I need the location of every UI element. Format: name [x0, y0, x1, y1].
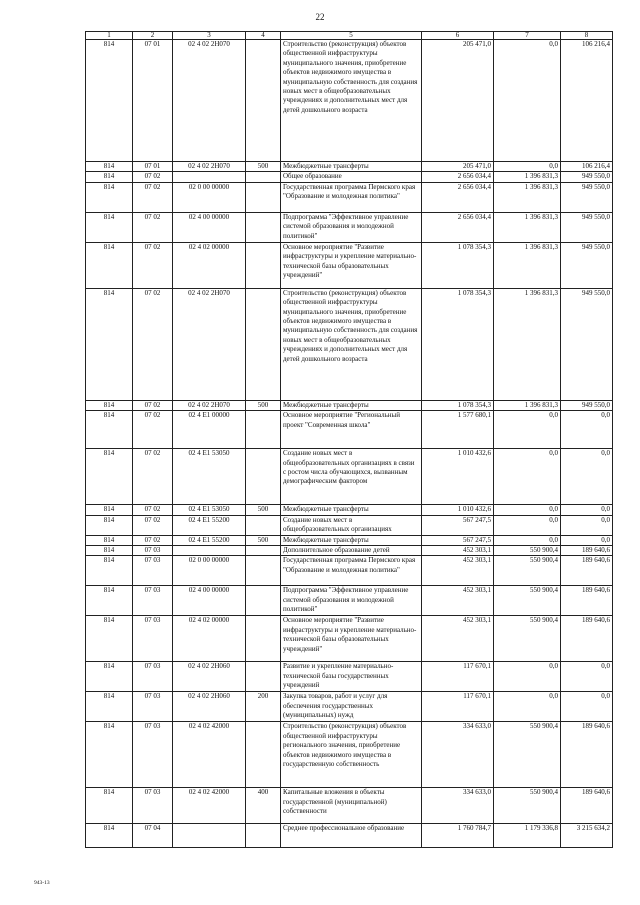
- cell-code: 814: [86, 546, 133, 556]
- cell-amount-3: 949 550,0: [561, 212, 613, 242]
- cell-amount-2: 1 396 831,3: [494, 212, 561, 242]
- cell-amount-1: 567 247,5: [422, 515, 494, 535]
- cell-section: 07 02: [133, 535, 173, 545]
- column-header: 8: [561, 32, 613, 40]
- cell-code: 814: [86, 162, 133, 172]
- cell-expense-type: [246, 722, 281, 788]
- cell-section: 07 03: [133, 546, 173, 556]
- cell-amount-1: 2 656 034,4: [422, 172, 494, 182]
- cell-section: 07 02: [133, 182, 173, 212]
- cell-amount-1: 567 247,5: [422, 535, 494, 545]
- cell-section: 07 02: [133, 288, 173, 400]
- cell-expense-type: [246, 556, 281, 586]
- cell-code: 814: [86, 692, 133, 722]
- cell-expense-type: 500: [246, 400, 281, 410]
- cell-expense-type: [246, 40, 281, 162]
- cell-description: Создание новых мест в общеобразовательных организациях: [281, 515, 422, 535]
- cell-amount-2: 1 396 831,3: [494, 400, 561, 410]
- cell-target-article: 02 0 00 00000: [173, 182, 246, 212]
- cell-description: Строительство (реконструкция) объектов общественной инфраструктуры регионального значения, приобретение объектов недвижимого имущества в государственную собственность: [281, 722, 422, 788]
- cell-code: 814: [86, 242, 133, 288]
- table-row: [86, 556, 613, 586]
- cell-amount-1: 1 078 354,3: [422, 288, 494, 400]
- cell-description: Основное мероприятие "Развитие инфраструктуры и укрепление материально-технической базы образовательных учреждений": [281, 242, 422, 288]
- cell-amount-3: 189 640,6: [561, 788, 613, 824]
- cell-section: 07 02: [133, 411, 173, 449]
- cell-expense-type: [246, 586, 281, 616]
- cell-amount-3: 189 640,6: [561, 546, 613, 556]
- cell-amount-3: 0,0: [561, 449, 613, 505]
- cell-section: 07 02: [133, 449, 173, 505]
- cell-amount-3: 189 640,6: [561, 616, 613, 662]
- cell-amount-1: 1 078 354,3: [422, 400, 494, 410]
- cell-amount-2: 1 179 336,8: [494, 824, 561, 848]
- cell-target-article: 02 4 E1 55200: [173, 515, 246, 535]
- table-row: [86, 662, 613, 692]
- cell-amount-3: 189 640,6: [561, 722, 613, 788]
- page-number: 22: [315, 12, 325, 22]
- cell-code: 814: [86, 505, 133, 515]
- cell-expense-type: 400: [246, 788, 281, 824]
- cell-target-article: 02 4 02 2Н060: [173, 692, 246, 722]
- cell-target-article: [173, 824, 246, 848]
- cell-section: 07 03: [133, 662, 173, 692]
- cell-amount-2: 1 396 831,3: [494, 182, 561, 212]
- column-header: 1: [86, 32, 133, 40]
- cell-code: 814: [86, 824, 133, 848]
- cell-amount-2: 0,0: [494, 162, 561, 172]
- table-row: [86, 449, 613, 505]
- cell-target-article: 02 4 E1 53050: [173, 449, 246, 505]
- cell-description: Капитальные вложения в объекты государственной (муниципальной) собственности: [281, 788, 422, 824]
- cell-expense-type: [246, 662, 281, 692]
- cell-target-article: [173, 172, 246, 182]
- cell-description: Создание новых мест в общеобразовательных организациях в связи с ростом числа обучающихся, вызванным демографическим фактором: [281, 449, 422, 505]
- cell-description: Строительство (реконструкция) объектов общественной инфраструктуры муниципального значения, приобретение объектов недвижимого имущества в муниципальную собственность для создания новых мест в общеобразовательных учреждениях и дополнительных мест для детей дошкольного возраста: [281, 40, 422, 162]
- cell-amount-3: 0,0: [561, 535, 613, 545]
- cell-expense-type: [246, 411, 281, 449]
- table-row: [86, 172, 613, 182]
- table-row: [86, 505, 613, 515]
- cell-expense-type: [246, 824, 281, 848]
- cell-target-article: 02 4 02 2Н070: [173, 288, 246, 400]
- cell-section: 07 03: [133, 692, 173, 722]
- cell-description: Закупка товаров, работ и услуг для обеспечения государственных (муниципальных) нужд: [281, 692, 422, 722]
- table-row: [86, 288, 613, 400]
- cell-target-article: 02 4 02 2Н070: [173, 400, 246, 410]
- cell-amount-1: 1 078 354,3: [422, 242, 494, 288]
- cell-target-article: 02 4 02 2Н060: [173, 662, 246, 692]
- cell-section: 07 02: [133, 172, 173, 182]
- cell-section: 07 01: [133, 40, 173, 162]
- cell-description: Подпрограмма "Эффективное управление системой образования и молодежной политикой": [281, 586, 422, 616]
- cell-amount-3: 0,0: [561, 515, 613, 535]
- cell-description: Развитие и укрепление материально-технической базы государственных учреждений: [281, 662, 422, 692]
- cell-amount-2: 0,0: [494, 692, 561, 722]
- cell-amount-3: 949 550,0: [561, 182, 613, 212]
- cell-amount-3: 949 550,0: [561, 242, 613, 288]
- cell-amount-3: 949 550,0: [561, 400, 613, 410]
- cell-amount-2: 0,0: [494, 411, 561, 449]
- document-code: 943-13: [34, 880, 50, 886]
- cell-section: 07 01: [133, 162, 173, 172]
- table-row: [86, 411, 613, 449]
- cell-description: Межбюджетные трансферты: [281, 162, 422, 172]
- cell-description: Основное мероприятие "Развитие инфраструктуры и укрепление материально-технической базы образовательных учреждений": [281, 616, 422, 662]
- cell-amount-1: 117 670,1: [422, 662, 494, 692]
- cell-section: 07 03: [133, 586, 173, 616]
- cell-target-article: 02 4 02 42000: [173, 788, 246, 824]
- cell-expense-type: [246, 288, 281, 400]
- table-row: [86, 722, 613, 788]
- cell-description: Межбюджетные трансферты: [281, 505, 422, 515]
- table-row: [86, 692, 613, 722]
- table-row: [86, 535, 613, 545]
- cell-amount-2: 550 900,4: [494, 546, 561, 556]
- cell-target-article: 02 0 00 00000: [173, 556, 246, 586]
- cell-amount-2: 0,0: [494, 535, 561, 545]
- cell-amount-1: 117 670,1: [422, 692, 494, 722]
- cell-section: 07 02: [133, 515, 173, 535]
- cell-description: Межбюджетные трансферты: [281, 535, 422, 545]
- column-header: 5: [281, 32, 422, 40]
- cell-section: 07 03: [133, 788, 173, 824]
- cell-code: 814: [86, 449, 133, 505]
- cell-code: 814: [86, 172, 133, 182]
- cell-section: 07 02: [133, 400, 173, 410]
- cell-amount-2: 0,0: [494, 449, 561, 505]
- cell-code: 814: [86, 616, 133, 662]
- table-row: [86, 824, 613, 848]
- cell-amount-1: 2 656 034,4: [422, 212, 494, 242]
- cell-amount-2: 0,0: [494, 515, 561, 535]
- column-header: 2: [133, 32, 173, 40]
- cell-target-article: 02 4 00 00000: [173, 586, 246, 616]
- cell-section: 07 02: [133, 242, 173, 288]
- cell-code: 814: [86, 411, 133, 449]
- cell-code: 814: [86, 288, 133, 400]
- table-row: [86, 242, 613, 288]
- cell-description: Государственная программа Пермского края "Образование и молодежная политика": [281, 182, 422, 212]
- cell-amount-3: 0,0: [561, 662, 613, 692]
- cell-target-article: 02 4 02 2Н070: [173, 162, 246, 172]
- cell-amount-3: 0,0: [561, 505, 613, 515]
- cell-section: 07 02: [133, 212, 173, 242]
- cell-amount-1: 1 010 432,6: [422, 505, 494, 515]
- cell-amount-3: 3 215 634,2: [561, 824, 613, 848]
- cell-amount-1: 205 471,0: [422, 40, 494, 162]
- cell-amount-3: 949 550,0: [561, 172, 613, 182]
- cell-target-article: 02 4 02 42000: [173, 722, 246, 788]
- cell-expense-type: [246, 449, 281, 505]
- cell-amount-2: 550 900,4: [494, 722, 561, 788]
- cell-expense-type: 500: [246, 505, 281, 515]
- table-row: [86, 40, 613, 162]
- table-row: [86, 182, 613, 212]
- cell-expense-type: [246, 182, 281, 212]
- cell-code: 814: [86, 788, 133, 824]
- cell-amount-1: 1 010 432,6: [422, 449, 494, 505]
- cell-code: 814: [86, 662, 133, 692]
- cell-code: 814: [86, 586, 133, 616]
- cell-code: 814: [86, 400, 133, 410]
- cell-code: 814: [86, 722, 133, 788]
- cell-target-article: 02 4 E1 00000: [173, 411, 246, 449]
- cell-amount-3: 189 640,6: [561, 586, 613, 616]
- cell-target-article: 02 4 00 00000: [173, 212, 246, 242]
- cell-description: Общее образование: [281, 172, 422, 182]
- cell-description: Подпрограмма "Эффективное управление системой образования и молодежной политикой": [281, 212, 422, 242]
- cell-expense-type: 500: [246, 535, 281, 545]
- cell-amount-2: 1 396 831,3: [494, 288, 561, 400]
- cell-amount-3: 0,0: [561, 692, 613, 722]
- cell-section: 07 02: [133, 505, 173, 515]
- column-header: 7: [494, 32, 561, 40]
- cell-amount-1: 452 303,1: [422, 556, 494, 586]
- cell-expense-type: 200: [246, 692, 281, 722]
- cell-target-article: 02 4 02 2Н070: [173, 40, 246, 162]
- cell-amount-2: 550 900,4: [494, 788, 561, 824]
- cell-code: 814: [86, 40, 133, 162]
- cell-code: 814: [86, 556, 133, 586]
- cell-expense-type: [246, 212, 281, 242]
- cell-expense-type: [246, 242, 281, 288]
- cell-amount-2: 0,0: [494, 662, 561, 692]
- cell-code: 814: [86, 212, 133, 242]
- cell-target-article: 02 4 E1 55200: [173, 535, 246, 545]
- header-row: [86, 32, 613, 40]
- cell-description: Строительство (реконструкция) объектов общественной инфраструктуры муниципального значения, приобретение объектов недвижимого имущества в муниципальную собственность для создания новых мест в общеобразовательных учреждениях и дополнительных мест для детей дошкольного возраста: [281, 288, 422, 400]
- cell-amount-2: 550 900,4: [494, 616, 561, 662]
- cell-code: 814: [86, 182, 133, 212]
- cell-amount-3: 189 640,6: [561, 556, 613, 586]
- cell-section: 07 03: [133, 556, 173, 586]
- cell-description: Дополнительное образование детей: [281, 546, 422, 556]
- cell-amount-1: 1 577 680,1: [422, 411, 494, 449]
- column-header: 6: [422, 32, 494, 40]
- cell-description: Среднее профессиональное образование: [281, 824, 422, 848]
- cell-amount-2: 0,0: [494, 40, 561, 162]
- cell-expense-type: [246, 172, 281, 182]
- cell-amount-3: 949 550,0: [561, 288, 613, 400]
- table-row: [86, 546, 613, 556]
- cell-amount-1: 2 656 034,4: [422, 182, 494, 212]
- cell-target-article: [173, 546, 246, 556]
- column-header: 4: [246, 32, 281, 40]
- table-row: [86, 400, 613, 410]
- cell-expense-type: [246, 546, 281, 556]
- cell-amount-1: 452 303,1: [422, 616, 494, 662]
- cell-expense-type: [246, 515, 281, 535]
- cell-expense-type: [246, 616, 281, 662]
- cell-expense-type: 500: [246, 162, 281, 172]
- table-row: [86, 162, 613, 172]
- cell-amount-2: 550 900,4: [494, 556, 561, 586]
- cell-amount-1: 1 760 784,7: [422, 824, 494, 848]
- cell-code: 814: [86, 535, 133, 545]
- cell-description: Основное мероприятие "Региональный проект "Современная школа": [281, 411, 422, 449]
- table-row: [86, 616, 613, 662]
- cell-code: 814: [86, 515, 133, 535]
- budget-table: [85, 31, 613, 848]
- cell-target-article: 02 4 E1 53050: [173, 505, 246, 515]
- column-header: 3: [173, 32, 246, 40]
- cell-section: 07 03: [133, 722, 173, 788]
- table-row: [86, 586, 613, 616]
- table-row: [86, 515, 613, 535]
- cell-amount-2: 1 396 831,3: [494, 172, 561, 182]
- cell-amount-1: 452 303,1: [422, 586, 494, 616]
- cell-amount-2: 1 396 831,3: [494, 242, 561, 288]
- cell-amount-1: 452 303,1: [422, 546, 494, 556]
- cell-amount-1: 205 471,0: [422, 162, 494, 172]
- cell-amount-3: 106 216,4: [561, 40, 613, 162]
- cell-description: Государственная программа Пермского края "Образование и молодежная политика": [281, 556, 422, 586]
- cell-amount-2: 550 900,4: [494, 586, 561, 616]
- cell-target-article: 02 4 02 00000: [173, 616, 246, 662]
- cell-amount-1: 334 633,0: [422, 788, 494, 824]
- cell-amount-3: 106 216,4: [561, 162, 613, 172]
- cell-amount-2: 0,0: [494, 505, 561, 515]
- cell-amount-1: 334 633,0: [422, 722, 494, 788]
- cell-amount-3: 0,0: [561, 411, 613, 449]
- table-row: [86, 212, 613, 242]
- cell-section: 07 03: [133, 616, 173, 662]
- cell-section: 07 04: [133, 824, 173, 848]
- cell-description: Межбюджетные трансферты: [281, 400, 422, 410]
- table-row: [86, 788, 613, 824]
- cell-target-article: 02 4 02 00000: [173, 242, 246, 288]
